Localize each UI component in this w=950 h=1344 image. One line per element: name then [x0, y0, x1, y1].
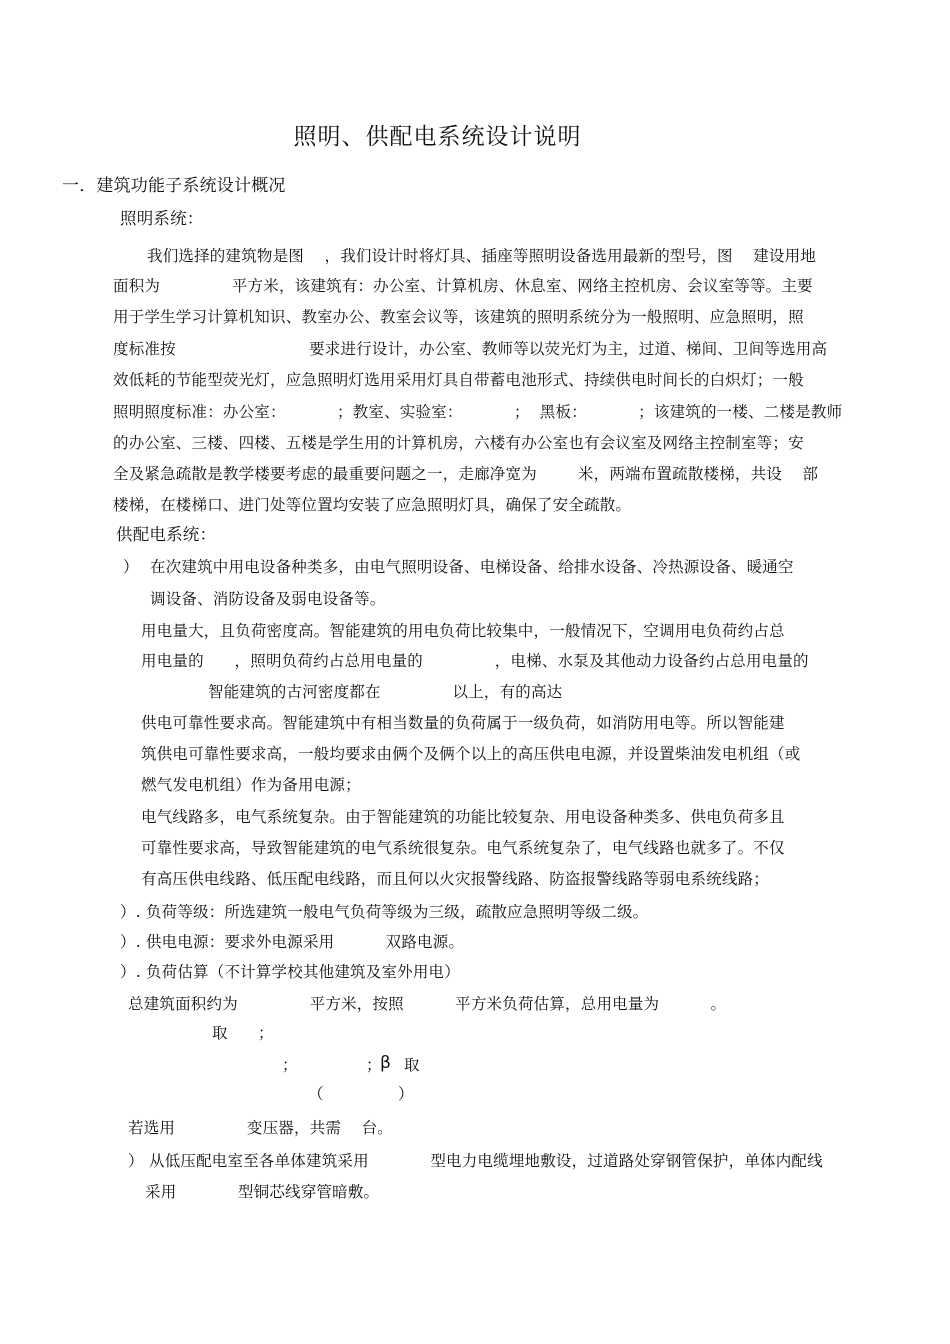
paragraph-line: 用于学生学习计算机知识、教室办公、教室会议等，该建筑的照明系统分为一般照明、应急照明，照	[113, 308, 804, 326]
paragraph-line: 度标准按 要求进行设计，办公室、教师等以荧光灯为主，过道、梯间、卫间等选用高	[113, 340, 828, 358]
paragraph-line: 用电量的 ，照明负荷约占总用电量的 ，电梯、水泵及其他动力设备约占总用电量的	[141, 652, 809, 670]
paragraph-line: 智能建筑的古河密度都在 以上，有的高达	[208, 683, 563, 701]
paragraph-line: 采用 型铜芯线穿管暗敷。	[145, 1183, 380, 1201]
paragraph-line: 燃气发电机组）作为备用电源；	[141, 776, 361, 794]
paragraph-line: 电气线路多，电气系统复杂。由于智能建筑的功能比较复杂、用电设备种类多、供电负荷多且	[141, 808, 785, 826]
semicolon: ；	[282, 1056, 298, 1074]
section-heading: 一．建筑功能子系统设计概况	[62, 176, 286, 196]
paragraph-line: 的办公室、三楼、四楼、五楼是学生用的计算机房，六楼有办公室也有会议室及网络主控制室等；安	[113, 434, 804, 452]
semicolon: ；	[258, 1024, 274, 1042]
paren-open: （	[308, 1085, 324, 1103]
take-label: 取	[212, 1024, 228, 1042]
paragraph-line: 面积为 平方米，该建筑有：办公室、计算机房、休息室、网络主控机房、会议室等等。主要	[113, 277, 813, 295]
paragraph-line: 筑供电可靠性要求高，一般均要求由俩个及俩个以上的高压供电电源，并设置柴油发电机组（或	[141, 745, 801, 763]
paragraph-line: 供电可靠性要求高。智能建筑中有相当数量的负荷属于一级负荷，如消防用电等。所以智能建	[141, 714, 785, 732]
lighting-heading: 照明系统：	[120, 209, 204, 228]
paragraph-line: 从低压配电室至各单体建筑采用 型电力电缆埋地敷设，过道路处穿钢管保护，单体内配线	[149, 1152, 823, 1170]
paragraph-line: 可靠性要求高，导致智能建筑的电气系统很复杂。电气系统复杂了，电气线路也就多了。不仅	[141, 839, 785, 857]
paragraph-line: 全及紧急疏散是教学楼要考虑的最重要问题之一，走廊净宽为 米，两端布置疏散楼梯，共设 部	[113, 465, 819, 483]
paren-close: ）	[398, 1085, 414, 1103]
paragraph-line: 用电量大，且负荷密度高。智能建筑的用电负荷比较集中，一般情况下，空调用电负荷约占总	[141, 622, 785, 640]
paragraph-line: 效低耗的节能型荧光灯，应急照明灯选用采用灯具自带蓄电池形式、持续供电时间长的白炽灯；一般	[113, 371, 804, 389]
power-heading: 供配电系统：	[116, 525, 217, 544]
paragraph-line: 调设备、消防设备及弱电设备等。	[150, 590, 386, 608]
list-marker: ）	[128, 1152, 144, 1170]
paragraph-line: 有高压供电线路、低压配电线路，而且何以火灾报警线路、防盗报警线路等弱电系统线路；	[141, 870, 770, 888]
paragraph-line: 在次建筑中用电设备种类多，由电气照明设备、电梯设备、给排水设备、冷热源设备、暖通空	[150, 558, 794, 576]
semicolon: ；	[366, 1056, 382, 1074]
beta-symbol: β	[380, 1053, 392, 1073]
estimate-line: 总建筑面积约为 平方米，按照 平方米负荷估算，总用电量为 。	[128, 995, 727, 1013]
paragraph-line: 照明照度标准：办公室： ；教室、实验室： ； 黑板： ；该建筑的一楼、二楼是教师	[113, 403, 843, 421]
power-supply-item: ）. 供电电源：要求外电源采用 双路电源。	[120, 933, 465, 951]
paragraph-line: 楼梯，在楼梯口、进门处等位置均安装了应急照明灯具，确保了安全疏散。	[113, 496, 632, 514]
load-grade-item: ）. 负荷等级：所选建筑一般电气负荷等级为三级，疏散应急照明等级二级。	[120, 903, 649, 921]
transformer-line: 若选用 变压器，共需 台。	[128, 1119, 393, 1137]
take-label: 取	[404, 1056, 420, 1074]
document-title: 照明、供配电系统设计说明	[293, 124, 582, 150]
paragraph-line: 我们选择的建筑物是图 ，我们设计时将灯具、插座等照明设备选用最新的型号，图 建设用地	[147, 247, 817, 265]
load-estimate-item: ）. 负荷估算（不计算学校其他建筑及室外用电）	[120, 963, 460, 981]
list-marker: ）	[123, 558, 139, 576]
